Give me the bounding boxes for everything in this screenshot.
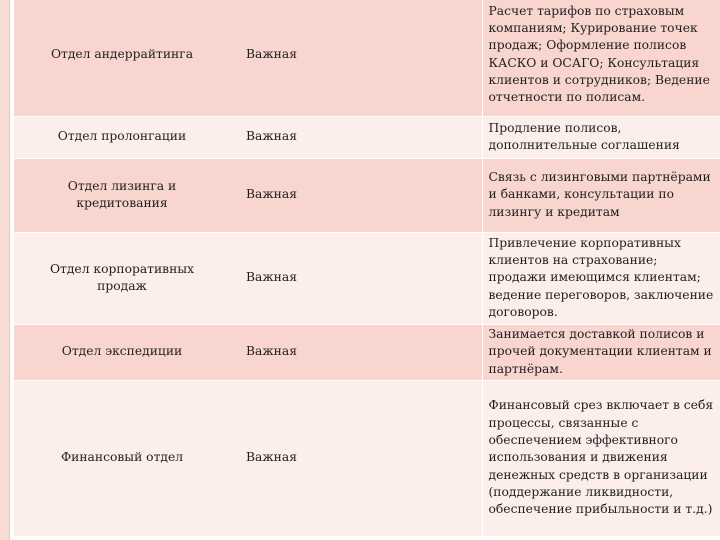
department-name: Отдел корпоративных продаж: [14, 232, 226, 324]
slide-left-accent-line: [9, 0, 10, 540]
department-description: [482, 232, 720, 324]
departments-table: [14, 0, 720, 537]
description-text: Занимается доставкой полисов и прочей документации клиентам и партнёрам.: [488, 327, 712, 376]
department-name: Отдел лизинга и кредитования: [14, 158, 226, 232]
description-text: Связь с лизинговыми партнёрами и банками, консультации по лизингу и кредитам: [488, 170, 711, 219]
importance-status: Важная: [226, 116, 482, 158]
description-text: Привлечение корпоративных клиентов на страхование; продажи имеющимся клиентам; ведение переговоров, заключение договоров.: [488, 235, 714, 319]
table-row: [14, 158, 720, 232]
description-text: Продление полисов, дополнительные соглашения: [488, 120, 680, 152]
department-description: [482, 324, 720, 380]
table-row: [14, 0, 720, 116]
importance-status: Важная: [226, 0, 482, 116]
importance-status: Важная: [226, 380, 482, 536]
table-row: [14, 116, 720, 158]
importance-status: Важная: [226, 324, 482, 380]
department-name: Отдел экспедиции: [14, 324, 226, 380]
department-description: [482, 380, 720, 536]
department-name: Отдел пролонгации: [14, 116, 226, 158]
importance-status: Важная: [226, 158, 482, 232]
description-text: Расчет тарифов по страховым компаниям; Курирование точек продаж; Оформление полисов КАСКО и ОСАГО; Консультация клиентов и сотрудников; Ведение отчетности по полисам.: [488, 3, 710, 105]
department-description: [482, 116, 720, 158]
department-description: [482, 0, 720, 116]
department-name: Финансовый отдел: [14, 380, 226, 536]
slide-left-accent-bar: [0, 0, 9, 540]
department-name: Отдел андеррайтинга: [14, 0, 226, 116]
department-description: [482, 158, 720, 232]
table-row: [14, 324, 720, 380]
description-text: Финансовый срез включает в себя процессы, связанные с обеспечением эффективного использования и движения денежных средств в организации (поддержание ликвидности, обеспечение прибыльности и т.д.): [488, 398, 714, 517]
importance-status: Важная: [226, 232, 482, 324]
table-row: [14, 232, 720, 324]
table-row: [14, 380, 720, 536]
